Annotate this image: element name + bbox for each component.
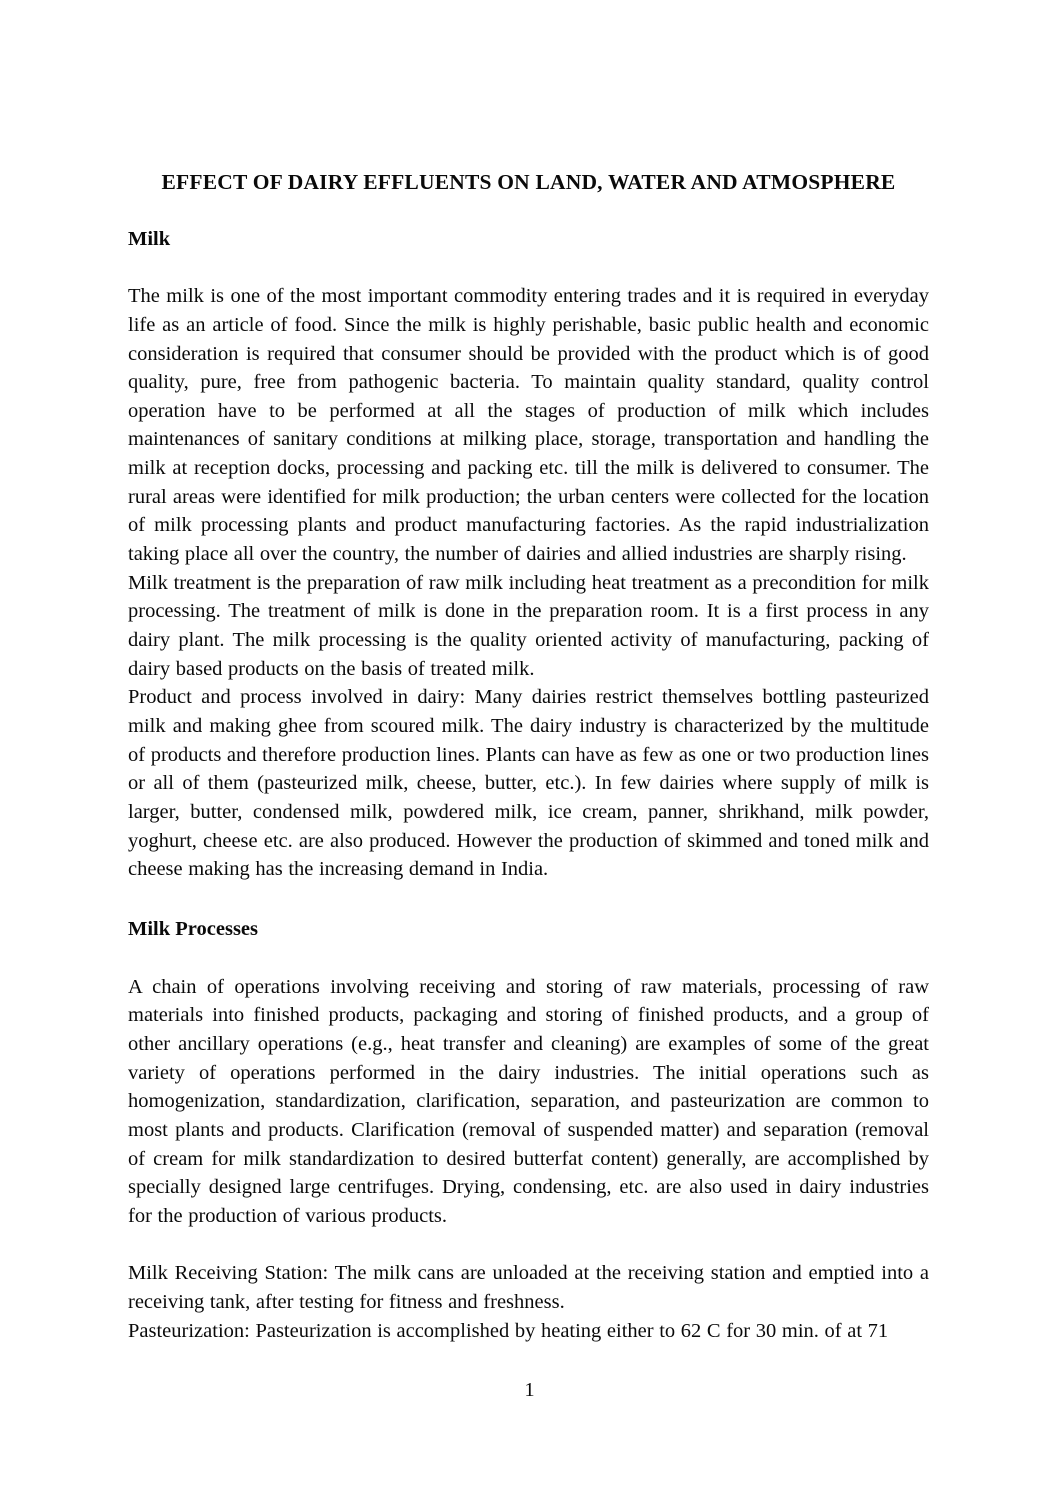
document-title: EFFECT OF DAIRY EFFLUENTS ON LAND, WATER AND ATMOSPHERE (161, 170, 896, 194)
paragraph-chain-of-operations: A chain of operations involving receiving and storing of raw materials, processing of raw materials into finished products, packaging and storing of finished products, and a group of other ancillary operations (e.g., heat transfer and cleaning) are examples of some of the great variety of operations performed in the dairy industries. The initial operations such as homogenization, standardization, clarification, separation, and pasteurization are common to most plants and products. Clarification (removal of suspended matter) and separation (removal of cream for milk standardization to desired butterfat content) generally, are accomplished by specially designed large centrifuges. Drying, condensing, etc. are also used in dairy industries for the production of various products. (128, 975, 929, 1227)
page-number: 1 (524, 1379, 535, 1401)
section-heading-milk-processes: Milk Processes (128, 917, 258, 940)
paragraph-milk-treatment: Milk treatment is the preparation of raw milk including heat treatment as a precondition for milk processing. The treatment of milk is done in the preparation room. It is a first process in any dairy plant. The milk processing is the quality oriented activity of manufacturing, packing of dairy based products on the basis of treated milk. (128, 571, 929, 680)
paragraph-product-and-process: Product and process involved in dairy: Many dairies restrict themselves bottling pasteurized milk and making ghee from scoured milk. The dairy industry is characterized by the multitude of products and therefore production lines. Plants can have as few as one or two production lines or all of them (pasteurized milk, cheese, butter, etc.). In few dairies where supply of milk is larger, butter, condensed milk, powdered milk, ice cream, panner, shrikhand, milk powder, yoghurt, cheese etc. are also produced. However the production of skimmed and toned milk and cheese making has the increasing demand in India. (128, 686, 930, 881)
document-content (128, 168, 929, 1345)
paragraph-milk-intro: The milk is one of the most important commodity entering trades and it is required in everyday life as an article of food. Since the milk is highly perishable, basic public health and economic consideration is required that consumer should be provided with the product which is of good quality, pure, free from pathogenic bacteria. To maintain quality standard, quality control operation have to be performed at all the stages of production of milk which includes maintenances of sanitary conditions at milking place, storage, transportation and handling the milk at reception docks, processing and packing etc. till the milk is delivered to consumer. The rural areas were identified for milk production; the urban centers were collected for the location of milk processing plants and product manufacturing factories. As the rapid industrialization taking place all over the country, the number of dairies and allied industries are sharply rising. (128, 285, 929, 566)
section-heading-milk: Milk (128, 227, 171, 250)
paragraph-pasteurization: Pasteurization: Pasteurization is accomplished by heating either to 62 C for 30 min. of at 71 (128, 1319, 889, 1342)
paragraph-milk-receiving-station: Milk Receiving Station: The milk cans are unloaded at the receiving station and emptied into a receiving tank, after testing for fitness and freshness. (128, 1262, 929, 1314)
